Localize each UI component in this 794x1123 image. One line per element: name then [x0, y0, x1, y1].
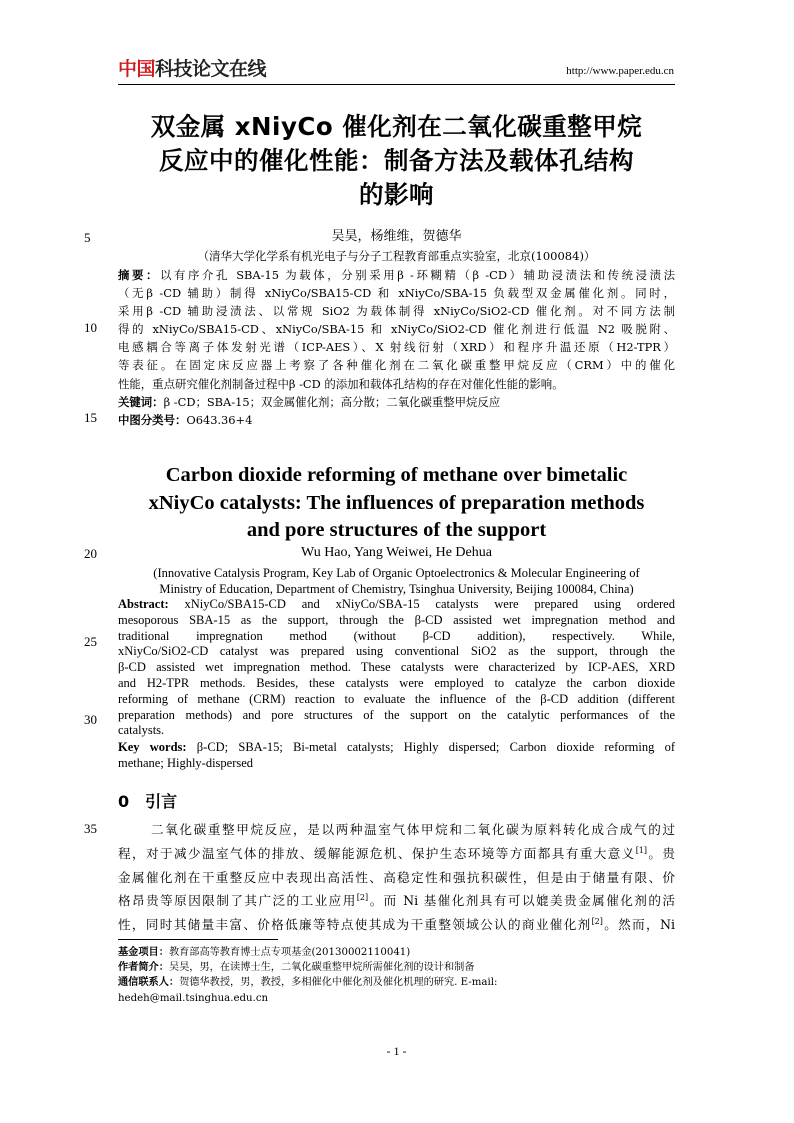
- logo-dark-text: 科技论文在线: [155, 58, 267, 80]
- title-line: 双金属 xNiyCo 催化剂在二氧化碳重整甲烷: [150, 112, 643, 141]
- abstract-label: Abstract:: [118, 597, 169, 611]
- body-line: 二氧化碳重整甲烷反应，是以两种温室气体甲烷和二氧化碳为原料转化成合成气的过: [151, 822, 675, 837]
- classification-line: [118, 411, 675, 429]
- english-authors: Wu Hao, Yang Weiwei, He Dehua: [301, 545, 492, 560]
- line-number: 20: [84, 546, 97, 561]
- abstract-line: 电感耦合等离子体发射光谱（ICP-AES）、X 射线衍射（XRD）和程序升温还原（H2-TPR）: [118, 340, 675, 355]
- line-number: 5: [84, 230, 91, 245]
- abstract-line: mesoporous SBA-15 as the support, through the β-CD assisted wet impregnation method and: [118, 612, 675, 627]
- footnote-contact: 通信联系人：贺德华教授，男，教授，多相催化中催化剂及催化机理的研究. E-mail:: [118, 977, 498, 989]
- title-line: and pore structures of the support: [246, 519, 547, 541]
- footnote-divider: [118, 939, 278, 940]
- chinese-title: [118, 110, 675, 212]
- english-title: [118, 462, 675, 545]
- footnote-funding: 基金项目：教育部高等教育博士点专项基金(20130002110041): [118, 947, 411, 958]
- abstract-line: traditional impregnation method (without β-CD addition), respectively. While,: [118, 628, 675, 643]
- keywords-line: methane; Highly-dispersed: [118, 755, 254, 770]
- site-logo: [118, 58, 266, 80]
- body-line: 格昂贵等原因限制了其广泛的工业应用[2]。而 Ni 基催化剂具有可以媲美贵金属催化剂的活: [118, 893, 675, 909]
- abstract-line: 摘要：以有序介孔 SBA-15 为载体，分别采用β -环糊精（β -CD）辅助浸渍法和传统浸渍法: [118, 268, 675, 282]
- abstract-line: 采用β -CD 辅助浸渍法、以常规 SiO2 为载体制得 xNiyCo/SiO2-CD 催化剂。对不同方法制: [118, 304, 675, 319]
- citation: [2]: [356, 893, 369, 903]
- section-heading: [118, 789, 177, 812]
- abstract-line: preparation methods) and pore structures of the support on the catalytic performances of the: [118, 707, 675, 722]
- body-line: 性，同时其储量丰富、价格低廉等特点使其成为干重整领域公认的商业催化剂[2]。然而，Ni: [118, 917, 675, 933]
- abstract-line: reforming of methane (CRM) reaction to evaluate the influence of the β-CD addition (different: [118, 691, 675, 706]
- page-number: - 1 -: [386, 1044, 407, 1058]
- line-number: 30: [84, 712, 97, 727]
- chinese-abstract: [118, 266, 675, 429]
- title-line: xNiyCo catalysts: The influences of preparation methods: [148, 491, 645, 514]
- citation: [1]: [635, 845, 648, 855]
- title-line: 反应中的催化性能：制备方法及载体孔结构: [159, 146, 634, 175]
- english-abstract: [118, 597, 675, 772]
- citation: [2]: [591, 917, 603, 926]
- abstract-label: 摘要：: [118, 268, 160, 282]
- abstract-line: （无β -CD 辅助）制得 xNiyCo/SBA15-CD 和 xNiyCo/SBA-15 负载型双金属催化剂。同时，: [118, 286, 675, 301]
- footnote-email[interactable]: hedeh@mail.tsinghua.edu.cn: [118, 992, 269, 1004]
- abstract-line: 性能，重点研究催化剂制备过程中β -CD 的添加和载体孔结构的存在对催化性能的影响。: [118, 376, 564, 391]
- body-line: 程，对于减少温室气体的排放、缓解能源危机、保护生态环境等方面都具有重大意义[1]。贵: [118, 845, 676, 861]
- keywords-line: Key words: β-CD; SBA-15; Bi-metal catalysts; Highly dispersed; Carbon dioxide reforming of: [118, 740, 675, 755]
- english-affiliation: [118, 565, 675, 597]
- section-title: 引言: [145, 792, 178, 811]
- header-divider: [118, 84, 675, 85]
- line-number: 35: [84, 821, 97, 836]
- keywords-label: Key words:: [118, 740, 187, 755]
- affiliation-line: Ministry of Education, Department of Chemistry, Tsinghua University, Beijing 100084, China): [159, 582, 634, 596]
- keywords: β -CD；SBA-15；双金属催化剂；高分散；二氧化碳重整甲烷反应: [163, 394, 501, 409]
- abstract-line: xNiyCo/SiO2-CD catalyst was prepared using conventional SiO2 as the support, through the: [118, 644, 675, 659]
- footnotes: [118, 945, 675, 1006]
- classification-label: 中图分类号：: [118, 412, 187, 427]
- header-url[interactable]: http://www.paper.edu.cn: [566, 65, 674, 77]
- line-number: 15: [84, 410, 97, 425]
- line-number: 10: [84, 320, 97, 335]
- affiliation-line: (Innovative Catalysis Program, Key Lab of Organic Optoelectronics & Molecular Engineering of: [153, 566, 640, 580]
- keywords-line: [118, 393, 675, 411]
- chinese-affiliation: （清华大学化学系有机光电子与分子工程教育部重点实验室，北京(100084)）: [197, 249, 596, 263]
- abstract-line: 等表征。在固定床反应器上考察了各种催化剂在二氧化碳重整甲烷反应（CRM）中的催化: [118, 358, 675, 373]
- classification-code: O643.36+4: [186, 412, 253, 427]
- keywords-label: 关键词：: [118, 394, 164, 409]
- title-line: 的影响: [359, 180, 434, 209]
- line-number: 25: [84, 634, 97, 649]
- abstract-line: and H2-TPR methods. Besides, these catalysts were employed to catalyze the carbon dioxide: [118, 675, 675, 690]
- abstract-line: Abstract: xNiyCo/SBA15-CD and xNiyCo/SBA-15 catalysts were prepared using ordered: [118, 597, 675, 611]
- abstract-line: catalysts.: [118, 723, 165, 738]
- logo-red-text: 中国: [118, 58, 156, 80]
- abstract-line: 得的 xNiyCo/SBA15-CD、xNiyCo/SBA-15 和 xNiyCo/SiO2-CD 催化剂进行低温 N2 吸脱附、: [118, 322, 675, 337]
- abstract-line: β-CD assisted wet impregnation method. These catalysts were characterized by ICP-AES, XRD: [118, 660, 675, 675]
- body-text: [118, 818, 675, 937]
- title-line: Carbon dioxide reforming of methane over bimetalic: [165, 464, 628, 486]
- chinese-authors: 吴昊，杨维维，贺德华: [331, 229, 462, 244]
- section-number: 0: [118, 792, 130, 811]
- body-line: 金属催化剂在干重整反应中表现出高活性、高稳定性和强抗积碳性，但是由于储量有限、价: [118, 869, 675, 885]
- footnote-author: 作者简介：吴昊，男，在读博士生，二氧化碳重整甲烷所需催化剂的设计和制备: [118, 962, 475, 974]
